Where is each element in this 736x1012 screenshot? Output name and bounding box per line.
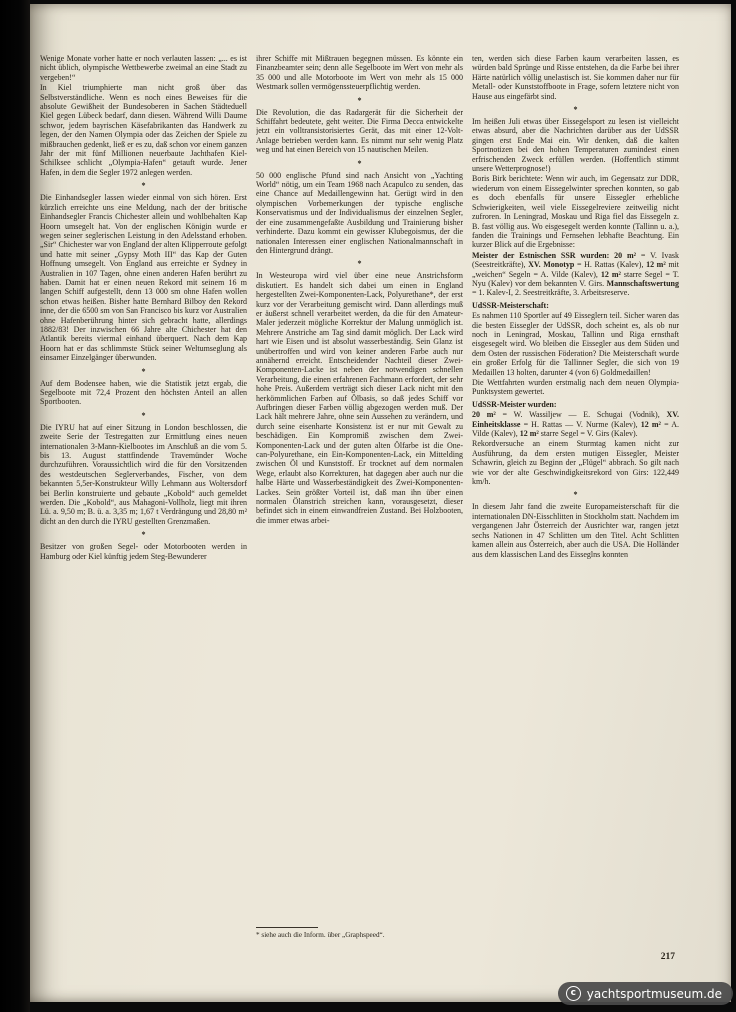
paragraph: Die IYRU hat auf einer Sitzung in London beschlossen, die zweite Serie der Testregatten zur Ermittlung eines neuen internationalen 3-Mann-Kielbootes im Anschluß an die vom 5. bis 13. August stattfindende Travemünder Woche durchzuführen. Voraussichtlich wird die für den Vorsitzenden des westdeutschen Seglerverbandes, Fischer, von dem bekannten 5,5er-Konstrukteur Willy Lehmann aus Woltersdorf bei Berlin konstruierte und gebaute „Kobold“ auch gemeldet werden. Die „Kobold“, aus Mahagoni-Vollholz, liegt mit ihren Lü. a. 9,50 m; B. ü. a. 3,35 m; 1,67 t Verdrängung und 28,80 m² dicht an den durch die IYRU gestellten Grenzmaßen. [40,422,247,526]
result-heading: UdSSR-Meisterschaft: [472,300,549,310]
text-columns [40,54,679,940]
paragraph: Rekordversuche an einem Sturmtag kamen nicht zur Ausführung, da dem ersten mutigen Eissegler, Meister Schawrin, gleich zu Beginn der „Flügel“ abbrach. So gilt nach wie vor der alte Geschwindigkeitsrekord von Girs: 122,449 km/h. [472,439,679,487]
section-separator: * [141,530,146,540]
text-column-3 [472,54,679,940]
paragraph: Auf dem Bodensee haben, wie die Statistik jetzt ergab, die Segelboote mit 72,4 Prozent den höchsten Anteil an allen Sportbooten. [40,378,247,407]
paragraph: ihrer Schiffe mit Mißtrauen begegnen müssen. Es könnte ein Finanzbeamter sein; denn alle Segelboote im Wert von mehr als 35 000 und alle Motorboote im Wert von mehr als 15 000 Westmark sollen vermögenssteuerpflichtig werden. [256,54,463,92]
section-separator: * [357,259,362,269]
section-separator: * [573,490,578,500]
footnote-rule [256,927,318,928]
section-separator: * [141,366,146,376]
paragraph: Im heißen Juli etwas über Eissegelsport zu lesen ist vielleicht etwas absurd, aber die Nachrichten darüber aus der UdSSR gingen erst Ende Mai ein. Wir denken, daß die kalten Sportnotizen bei den hohen Temperaturen zumindest einen erfrischenden Zweck erfüllen werden. (Hoffentlich stimmt unsere Wetterprognose!) [472,117,679,174]
text-column-2 [256,54,463,940]
copyright-icon: c [566,986,581,1001]
watermark-text: yachtsportmuseum.de [586,986,722,1001]
section-separator: * [141,181,146,191]
footnote [256,922,463,940]
section-separator: * [141,410,146,420]
paragraph: In Kiel triumphierte man nicht groß über das Selbstverständliche. Wenn es noch eines Beweises für die absolute Gewißheit der Bundesoberen in Sachen Städteduell Kiel gegen Lübeck bedarf, dann diesen. Während Willi Daume schwor, jedem bayrischen Käsefabrikanten das Handwerk zu legen, der den Namen Olympia oder das Zeichen der Spiele zu mißbrauchen gedenkt, ließ er es zu, daß schon vor einem ganzen Jahr der mit fünf Millionen neuerbaute Jachthafen Kiel-Schilksee schlicht „Olympia-Hafen“ getauft wurde. Jener Hafen, in dem die Segler 1972 anlegen werden. [40,83,247,177]
paragraph: 50 000 englische Pfund sind nach Ansicht von „Yachting World“ nötig, um ein Team 1968 nach Acapulco zu senden, das eine Chance auf Medaillengewinn hat. Gerügt wird in den olympischen Vorbemerkungen der typische englische Konservatismus und der Individualismus der einzelnen Segler, der eine zusammengefaßte Ausbildung und Trainierung bisher verhinderte. Dazu kommt ein gewisser Klubegoismus, der die nationalen Interessen einer englischen Nationalmannschaft in den Hintergrund drängt. [256,170,463,255]
paragraph: Wenige Monate vorher hatte er noch verlauten lassen: „... es ist nicht üblich, olympische Wettbewerbe zweimal an eine Stadt zu vergeben!“ [40,54,247,82]
paragraph: In Westeuropa wird viel über eine neue Anstrichsform diskutiert. Es handelt sich dabei um einen in England hergestellten Zwei-Komponenten-Lack, Polyurethane*, der erst kurz vor der Verarbeitung gemischt wird. Dann allerdings muß er äußerst schnell verarbeitet werden, da die für den Amateur-Maler jederzeit mögliche Korrektur der Malung unmöglich ist. Mehrere Anstriche am Tag sind damit möglich. Der Lack wird hart wie Eisen und ist absolut wasserbeständig. Sein Glanz ist unübertroffen und wird von keiner anderen Farbe auch nur annähernd erreicht. Entscheidender Nachteil dieser Zwei-Komponenten-Lacke ist neben der notwendigen schnellen Verarbeitung, die einen erfahrenen Fachmann erfordert, der sehr hohe Preis. Außerdem verträgt sich dieser Lack nicht mit den herkömmlichen Farben auf Ölbasis, so daß jedes Schiff vor Aufbringen dieser Farben völlig abgezogen werden muß. Der Lack hält mehrere Jahre, ohne sein Aussehen zu verändern, und durch seine eisenharte Konsistenz ist er nur mit Gewalt zu beschädigen. Ein Kompromiß zwischen dem Zwei-Komponenten-Lack und der guten alten Ölfarbe ist die One-can-Polyurethane, ein Ein-Komponenten-Lack, ein Mittelding zwischen Öl und Kunststoff. Er trocknet auf dem normalen Wege, erlaubt also Korrekturen, hat dagegen aber auch nur die halbe Härte und Wasserbeständigkeit des Zwei-Komponenten-Lackes. Sein größter Vorteil ist, daß man ihn über einen normalen Ölanstrich streichen kann, vorausgesetzt, dieser befindet sich in einem einwandfreien Zustand. Bei Holzbooten, die immer etwas arbei- [256,271,463,525]
paragraph: Die Wettfahrten wurden erstmalig nach dem neuen Olympia-Punktsystem gewertet. [472,378,679,397]
paragraph: 20 m² = W. Wassiljew — E. Schugai (Vodnik), XV. Einheitsklasse = H. Rattas — V. Nurme (Kalev), 12 m² = A. Vilde (Kalev), 12 m² starre Segel = V. Girs (Kalev). [472,410,679,439]
text-column-1 [40,54,247,940]
paragraph: Boris Birk berichtete: Wenn wir auch, im Gegensatz zur DDR, wiederum von einem Eissegelwinter sprechen konnten, so gab es doch ebenfalls für unsere Eissegler erhebliche Schwierigkeiten, weil viele Eissegelreviere zeitweilig nicht zufroren. In Leningrad, Moskau und Riga fiel das Eissegeln z. B. fast völlig aus. Wo eisgesegelt werden konnte (Tallinn u. a.), fanden die Trainings und Fernsehen lebhafte Beachtung. Ein kurzer Blick auf die Ergebnisse: [472,174,679,250]
result-heading: UdSSR-Meister wurden: [472,399,557,409]
page-number: 217 [660,952,675,962]
scan-gutter [0,0,30,1012]
section-separator: * [573,105,578,115]
footnote-text: * siehe auch die Inform. über „Graphspeed“. [256,931,385,940]
paragraph: Meister der Estnischen SSR wurden: 20 m² = V. Ivask (Seestreitkräfte), XV. Monotyp = H. Rattas (Kalev), 12 m² mit „weichen“ Segeln = A. Vilde (Kalev), 12 m² starre Segel = T. Nyu (Kalev) vor dem bekannten V. Girs. Mannschaftswertung = 1. Kalev-I, 2. Seestreitkräfte, 3. Arbeitsreserve. [472,250,679,298]
paragraph: Es nahmen 110 Sportler auf 49 Eisseglern teil. Sicher waren das die besten Eissegler der UdSSR, doch scheint es, als ob nur noch in Leningrad, Moskau, Tallinn und Riga ernsthaft eisgesegelt wird. Wo bleiben die Eissegler aus dem Süden und dem Osten der russischen Föderation? Die Meisterschaft wurde ein großer Erfolg für die Tallinner Segler, die sich von 19 Medaillen 13 holten, darunter 4 (von 6) Goldmedaillen! [472,311,679,377]
paragraph: ten, werden sich diese Farben kaum verarbeiten lassen, es würden bald Sprünge und Risse entstehen, da die Farbe bei ihrer Härte natürlich völlig unelastisch ist. Sie kommen daher nur für Metall- oder Kunststoffboote in Frage, sofern letztere nicht von Hause aus eingefärbt sind. [472,54,679,101]
section-separator: * [357,158,362,168]
paragraph: In diesem Jahr fand die zweite Europameisterschaft für die internationalen DN-Eisschlitten in Stockholm statt. Nachdem im vergangenen Jahr Österreich der Ausrichter war, rangen jetzt sechs Nationen in 47 Schlitten um den Titel. Acht Schlitten kamen allein aus Österreich, aber auch die USA. Die Holländer aus dem klassischen Land des Eisseglns konnten [472,502,679,559]
watermark-badge [558,982,733,1005]
section-separator: * [357,95,362,105]
paragraph: Die Revolution, die das Radargerät für die Sicherheit der Schiffahrt bedeutete, geht weiter. Die Firma Decca entwickelte jetzt ein volltransistorisiertes Gerät, das mit einer 12-Volt-Anlage betrieben werden kann. Es nimmt nur sehr wenig Platz weg und hat einen Bereich von 15 nautischen Meilen. [256,107,463,155]
magazine-page [30,4,731,1002]
paragraph: Besitzer von großen Segel- oder Motorbooten werden in Hamburg oder Kiel künftig jedem Steg-Bewunderer [40,542,247,561]
paragraph: Die Einhandsegler lassen wieder einmal von sich hören. Erst kürzlich erreichte uns eine Meldung, nach der der britische Einhandsegler Francis Chichester allein und wohlbehalten Kap Hoorn umsegelt hat. Von der englischen Königin wurde er wegen seiner seglerischen Leistung in den Adelsstand erhoben. „Sir“ Chichester war von England der alten Klipperroute gefolgt und hatte mit seiner „Gypsy Moth III“ das Kap der Guten Hoffnung umsegelt. Von England aus erreichte er Sydney in Australien in 107 Tagen, ohne einen anderen Hafen berührt zu haben. Damit hat er einen neuen Rekord mit seinem 16 m langen Schiff aufgestellt, denn 13 000 sm ohne Hafen wollen schon etwas heißen. Bisher hatte Bernhard Bilboy den Rekord inne, der die 6500 sm von San Francisco bis kurz vor Australien ohne Hafenberührung hinter sich gebracht hatte, allerdings 1882/83! Der inzwischen 66 Jahre alte Chichester hat den Atlantik bereits viermal einhand überquert. Nach dem Kap Hoorn hat er das schlimmste Stück seiner Weltumseglung als einsamer Einzelgänger überwunden. [40,193,247,363]
